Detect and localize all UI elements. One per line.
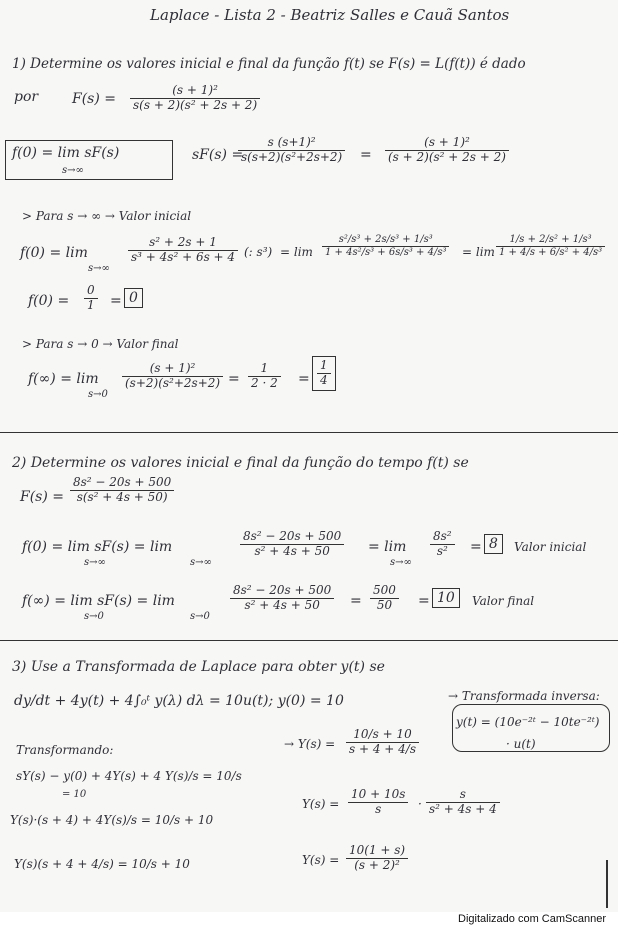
q3-Y2-multiply: · bbox=[418, 797, 422, 811]
q2-F-label: F(s) = bbox=[20, 489, 65, 505]
q1-step2-denominator: 1 + 4s²/s³ + 6s/s³ + 4/s³ bbox=[325, 246, 447, 258]
q1-finf-fraction bbox=[122, 362, 223, 391]
q3-Y-fraction-1 bbox=[346, 728, 419, 757]
q1-sF-simplified bbox=[385, 136, 509, 165]
q1-F-numerator: (s + 1)² bbox=[130, 84, 260, 99]
q1-sF-equals: = bbox=[360, 147, 372, 163]
q2-f0-sub-3: s→∞ bbox=[390, 557, 412, 568]
scanner-watermark: Digitalizado com CamScanner bbox=[0, 912, 618, 927]
q3-Y2b-denominator: s² + 4s + 4 bbox=[429, 801, 497, 816]
q2-finf-label: f(∞) = lim sF(s) = lim bbox=[22, 593, 175, 609]
q2-finf-step-denominator: 50 bbox=[376, 597, 393, 612]
q3-Y1-denominator: s + 4 + 4/s bbox=[349, 741, 416, 756]
q3-Y-label-1: → Y(s) = bbox=[284, 737, 336, 751]
q1-f0-result-denominator: 1 bbox=[87, 297, 95, 312]
q2-f0-fraction bbox=[240, 530, 344, 559]
q2-finf-step-fraction bbox=[370, 584, 399, 613]
q3-transform-line-1: sY(s) − y(0) + 4Y(s) + 4 Y(s)/s = 10/s bbox=[16, 769, 242, 783]
q2-f0-sub-2: s→∞ bbox=[190, 557, 212, 568]
q3-ode: dy/dt + 4y(t) + 4∫₀ᵗ y(λ) dλ = 10u(t); y(0) = 10 bbox=[14, 693, 344, 709]
q3-Y3-numerator: 10(1 + s) bbox=[346, 844, 408, 859]
q2-f0-equals: = bbox=[470, 539, 482, 555]
section-divider-1 bbox=[0, 432, 618, 433]
q1-finf-equals-2: = bbox=[298, 371, 310, 387]
q3-Y1-numerator: 10/s + 10 bbox=[346, 728, 419, 743]
section-divider-2 bbox=[0, 640, 618, 641]
q1-F-denominator: s(s + 2)(s² + 2s + 2) bbox=[133, 97, 258, 112]
q3-transform-line-3: Y(s)(s + 4 + 4/s) = 10/s + 10 bbox=[14, 857, 190, 871]
q1-sF2-denominator: (s + 2)(s² + 2s + 2) bbox=[388, 149, 506, 164]
margin-mark bbox=[606, 860, 608, 908]
q1-f0-subscript: s→∞ bbox=[88, 263, 110, 274]
q3-Y-label-3: Y(s) = bbox=[302, 853, 340, 867]
q1-finf-numerator: (s + 1)² bbox=[122, 362, 223, 377]
q1-sF-fraction bbox=[238, 136, 345, 165]
q3-inverse-title: → Transformada inversa: bbox=[448, 689, 600, 703]
q1-sF2-numerator: (s + 1)² bbox=[385, 136, 509, 151]
q1-f0-boxed-answer: 0 bbox=[124, 288, 143, 308]
q1-step2-fraction bbox=[322, 234, 449, 258]
q1-step3-numerator: 1/s + 2/s² + 1/s³ bbox=[496, 234, 605, 247]
q1-divide-note: (: s³) bbox=[244, 245, 273, 259]
q1-finf-denominator: (s+2)(s²+2s+2) bbox=[125, 375, 221, 390]
q1-step3-denominator: 1 + 4/s + 6/s² + 4/s³ bbox=[499, 246, 603, 258]
q1-f0-denominator: s³ + 4s² + 6s + 4 bbox=[131, 249, 236, 264]
q1-statement-cont: por bbox=[14, 89, 39, 105]
q1-step2-numerator: s²/s³ + 2s/s³ + 1/s³ bbox=[322, 234, 449, 247]
q2-finf-denominator: s² + 4s + 50 bbox=[244, 597, 320, 612]
q1-finf-result-numerator: 1 bbox=[248, 362, 281, 377]
q2-finf-equals: = bbox=[350, 593, 362, 609]
q3-Y-label-2: Y(s) = bbox=[302, 797, 340, 811]
q3-Y-fraction-2 bbox=[348, 788, 408, 817]
q2-F-denominator: s(s² + 4s + 50) bbox=[76, 489, 168, 504]
q1-sF-numerator: s (s+1)² bbox=[238, 136, 345, 151]
q1-finf-subscript: s→0 bbox=[88, 389, 108, 400]
q1-finf-boxed-answer bbox=[312, 356, 336, 391]
q2-f0-step-fraction bbox=[430, 530, 455, 559]
q1-f0-result-numerator: 0 bbox=[84, 284, 98, 299]
q3-transform-label: Transformando: bbox=[16, 743, 114, 757]
q1-f0-label: f(0) = lim bbox=[20, 245, 88, 261]
q2-statement: 2) Determine os valores inicial e final da função do tempo f(t) se bbox=[12, 455, 469, 471]
q1-case-zero: > Para s → 0 → Valor final bbox=[22, 337, 179, 351]
q1-lim-definition: f(0) = lim sF(s) bbox=[12, 145, 120, 161]
q1-case-infinity: > Para s → ∞ → Valor inicial bbox=[22, 209, 192, 223]
q2-finf-equals-2: = bbox=[418, 593, 430, 609]
q1-finf-label: f(∞) = lim bbox=[28, 371, 99, 387]
q3-Y3-denominator: (s + 2)² bbox=[354, 857, 400, 872]
q3-Y2-denominator: s bbox=[375, 801, 382, 816]
q1-statement: 1) Determine os valores inicial e final da função f(t) se F(s) = L(f(t)) é dado bbox=[12, 56, 526, 72]
q3-inverse-line-1: y(t) = (10e⁻²ᵗ − 10te⁻²ᵗ) bbox=[456, 715, 600, 729]
q3-transform-line-2: Y(s)·(s + 4) + 4Y(s)/s = 10/s + 10 bbox=[10, 813, 214, 827]
q3-inverse-line-2: · u(t) bbox=[506, 737, 536, 751]
q1-eq-lim-2: = lim bbox=[462, 245, 495, 259]
q3-Y2b-numerator: s bbox=[426, 788, 500, 803]
q2-f0-numerator: 8s² − 20s + 500 bbox=[240, 530, 344, 545]
q2-f0-eq-lim: = lim bbox=[368, 539, 407, 555]
q1-step3-fraction bbox=[496, 234, 605, 258]
q1-f0-result-label: f(0) = bbox=[28, 293, 70, 309]
q2-f0-note: Valor inicial bbox=[514, 540, 587, 554]
q2-f0-sub-1: s→∞ bbox=[84, 557, 106, 568]
q2-f0-denominator: s² + 4s + 50 bbox=[254, 543, 330, 558]
q1-F-label: F(s) = bbox=[72, 91, 117, 107]
q1-eq-lim-1: = lim bbox=[280, 245, 313, 259]
q1-f0-result-fraction bbox=[84, 284, 98, 313]
q3-initial-value-note: = 10 bbox=[62, 789, 87, 800]
q2-finf-note: Valor final bbox=[472, 594, 535, 608]
q1-finf-box-numerator: 1 bbox=[317, 359, 331, 374]
q1-lim-subscript: s→∞ bbox=[62, 165, 84, 176]
q1-f0-numerator: s² + 2s + 1 bbox=[128, 236, 238, 251]
q1-f0-fraction bbox=[128, 236, 238, 265]
q3-Y-fraction-3 bbox=[346, 844, 408, 873]
q1-F-fraction bbox=[130, 84, 260, 113]
page-title: Laplace - Lista 2 - Beatriz Salles e Cauã Santos bbox=[150, 6, 510, 24]
q1-finf-box-denominator: 4 bbox=[320, 372, 328, 387]
q2-f0-step-denominator: s² bbox=[436, 543, 448, 558]
q1-sF-denominator: s(s+2)(s²+2s+2) bbox=[241, 149, 343, 164]
q1-sF-label: sF(s) = bbox=[192, 147, 244, 163]
q2-f0-label: f(0) = lim sF(s) = lim bbox=[22, 539, 173, 555]
q1-finf-result-denominator: 2 · 2 bbox=[251, 375, 278, 390]
q3-statement: 3) Use a Transformada de Laplace para obter y(t) se bbox=[12, 659, 385, 675]
q1-finf-equals: = bbox=[228, 371, 240, 387]
q2-finf-fraction bbox=[230, 584, 334, 613]
q2-F-fraction bbox=[70, 476, 174, 505]
q2-f0-boxed-answer: 8 bbox=[484, 534, 503, 554]
q1-finf-result-fraction bbox=[248, 362, 281, 391]
q3-Y-fraction-2b bbox=[426, 788, 500, 817]
q2-finf-sub-1: s→0 bbox=[84, 611, 104, 622]
q2-finf-sub-2: s→0 bbox=[190, 611, 210, 622]
q3-Y2-numerator: 10 + 10s bbox=[348, 788, 408, 803]
q2-finf-boxed-answer: 10 bbox=[432, 588, 460, 608]
q2-F-numerator: 8s² − 20s + 500 bbox=[70, 476, 174, 491]
q2-finf-step-numerator: 500 bbox=[370, 584, 399, 599]
q2-finf-numerator: 8s² − 20s + 500 bbox=[230, 584, 334, 599]
q2-f0-step-numerator: 8s² bbox=[430, 530, 455, 545]
q1-f0-result-equals: = bbox=[110, 293, 122, 309]
